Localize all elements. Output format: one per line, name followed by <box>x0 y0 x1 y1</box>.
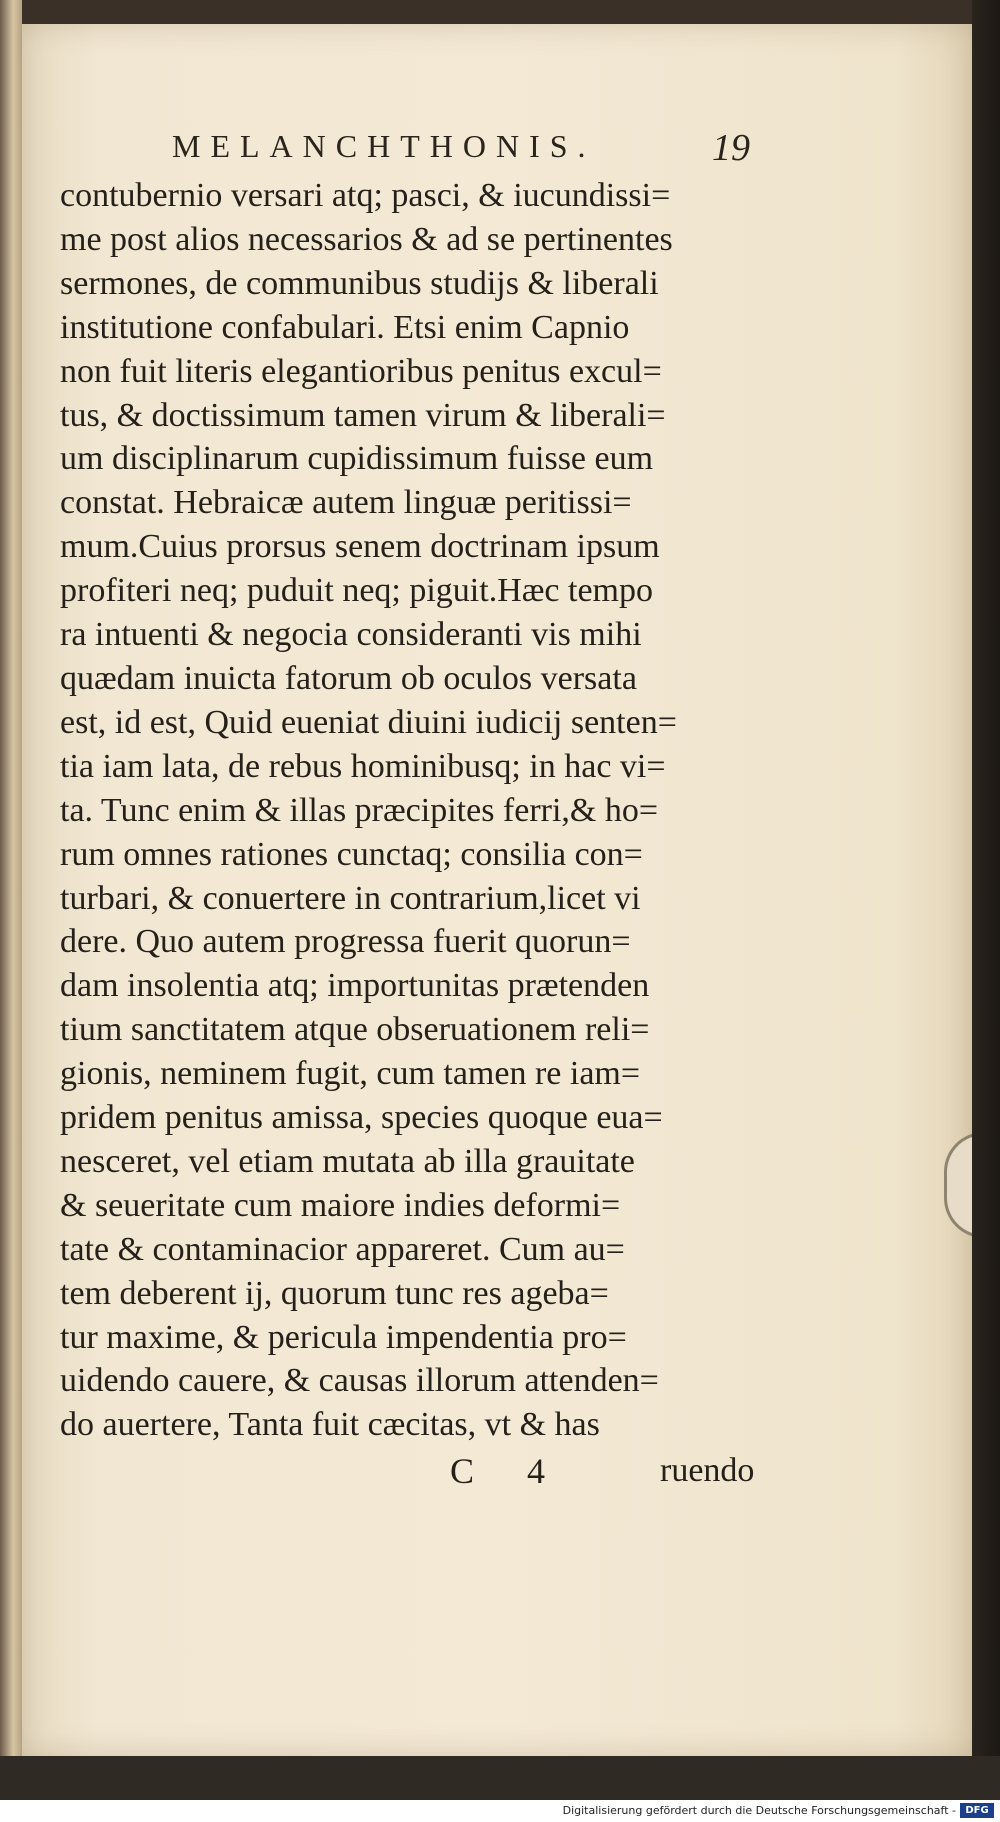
text-line: gionis, neminem fugit, cum tamen re iam= <box>60 1055 641 1093</box>
text-line: nesceret, vel etiam mutata ab illa grauitate <box>60 1142 635 1180</box>
page-header <box>172 128 772 178</box>
text-line: contubernio versari atq; pasci, & iucundissi= <box>60 177 671 214</box>
funding-notice: Digitalisierung gefördert durch die Deutsche Forschungsgemeinschaft - <box>562 1804 956 1817</box>
catchword: ruendo <box>660 1452 755 1489</box>
text-line: quædam inuicta fatorum ob oculos versata <box>60 659 637 697</box>
text-line: mum.Cuius prorsus senem doctrinam ipsum <box>60 528 660 566</box>
page-number: 19 <box>712 127 750 169</box>
text-line: profiteri neq; puduit neq; piguit.Hæc tempo <box>60 572 654 610</box>
signature-mark: C 4 <box>450 1451 568 1491</box>
text-line: tate & contaminacior appareret. Cum au= <box>60 1230 625 1268</box>
text-line: um disciplinarum cupidissimum fuisse eum <box>60 440 654 478</box>
text-line: tium sanctitatem atque obseruationem reli= <box>60 1011 650 1049</box>
text-line: ta. Tunc enim & illas præcipites ferri,& ho= <box>60 791 659 829</box>
book-page <box>22 24 972 1756</box>
text-line: sermones, de communibus studijs & liberali <box>60 264 659 302</box>
page-footer-marks <box>22 1450 822 1500</box>
text-line: tus, & doctissimum tamen virum & liberali= <box>60 396 666 434</box>
text-line: pridem penitus amissa, species quoque eua= <box>60 1099 663 1137</box>
text-line: ra intuenti & negocia consideranti vis mihi <box>60 616 642 654</box>
text-line: constat. Hebraicæ autem linguæ peritissi= <box>60 484 632 522</box>
dfg-logo: DFG <box>960 1803 994 1818</box>
text-line: non fuit literis elegantioribus penitus excul= <box>60 352 662 390</box>
text-line: do auertere, Tanta fuit cæcitas, vt & has <box>60 1406 600 1444</box>
digitization-footer <box>0 1800 1000 1822</box>
book-binding-edge <box>972 0 1000 1800</box>
scan-bottom-border <box>0 1756 1000 1800</box>
text-line: institutione confabulari. Etsi enim Capnio <box>60 308 630 346</box>
text-line: tia iam lata, de rebus hominibusq; in hac vi= <box>60 747 666 785</box>
text-line: & seueritate cum maiore indies deformi= <box>60 1186 621 1224</box>
text-line: rum omnes rationes cunctaq; consilia con= <box>60 835 643 873</box>
text-line: me post alios necessarios & ad se pertinentes <box>60 220 673 258</box>
body-text <box>60 174 780 1447</box>
previous-page-edge <box>0 0 22 1800</box>
text-line: dam insolentia atq; importunitas prætenden <box>60 967 650 1005</box>
running-head: MELANCHTHONIS. <box>172 128 596 164</box>
text-line: tur maxime, & pericula impendentia pro= <box>60 1318 627 1356</box>
text-line: turbari, & conuertere in contrarium,licet vi <box>60 879 641 917</box>
text-line: dere. Quo autem progressa fuerit quorun= <box>60 923 631 961</box>
text-line: uidendo cauere, & causas illorum attenden= <box>60 1362 659 1400</box>
text-line: est, id est, Quid eueniat diuini iudicij senten= <box>60 703 677 741</box>
text-line: tem deberent ij, quorum tunc res ageba= <box>60 1274 609 1312</box>
